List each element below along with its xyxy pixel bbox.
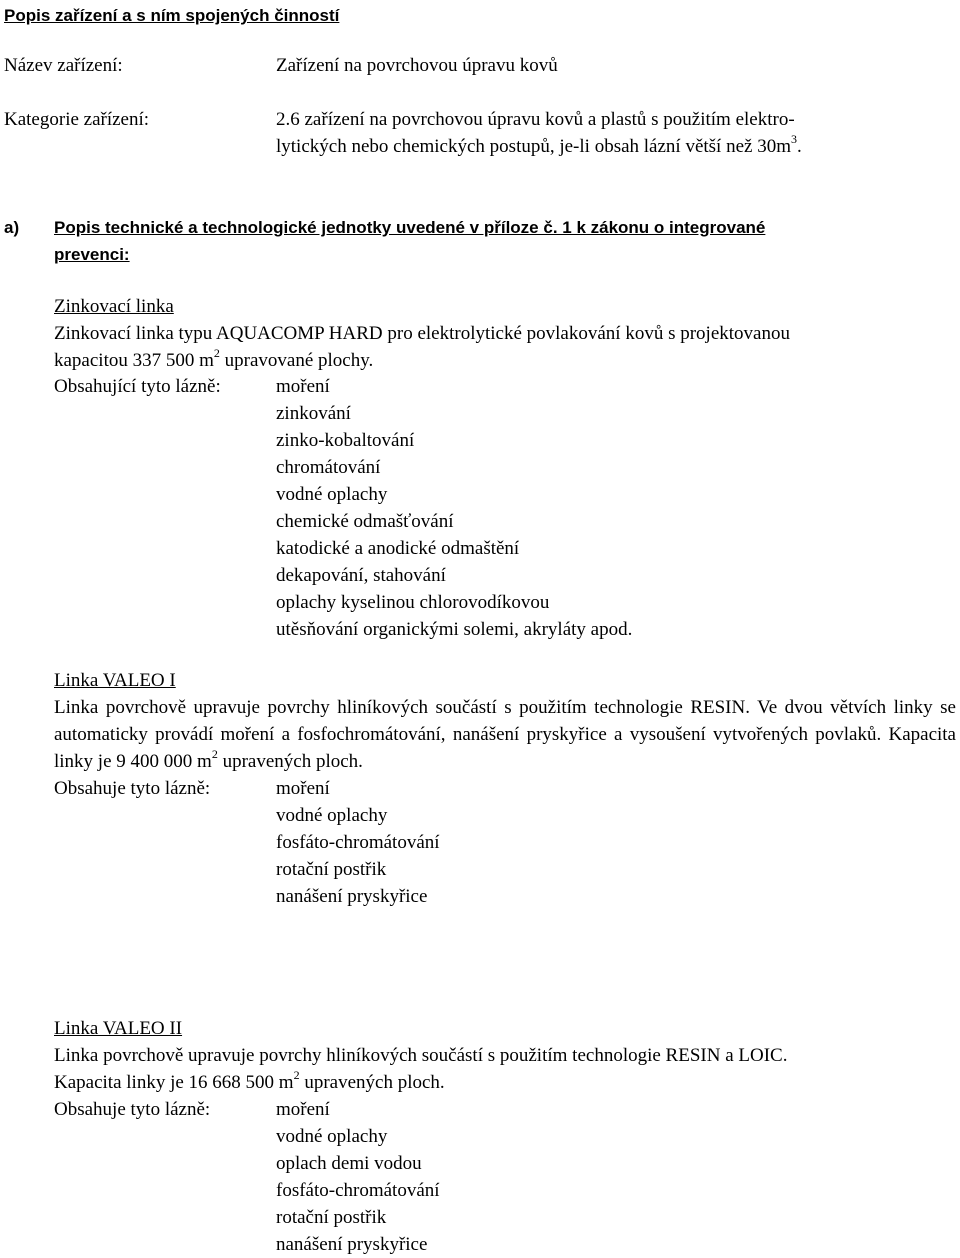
device-name-value: Zařízení na povrchovou úpravu kovů (276, 55, 558, 76)
bath-item: chemické odmašťování (276, 511, 454, 532)
bath-item: nanášení pryskyřice (276, 886, 428, 907)
valeo2-capacity-sup: 2 (293, 1067, 300, 1082)
zinc-line-capacity-end: upravované plochy. (219, 350, 374, 371)
valeo2-desc-line2 (54, 1069, 445, 1096)
bath-item: moření (276, 376, 330, 397)
zinc-line-capacity-text: kapacitou 337 500 m (54, 350, 214, 371)
section-a-title-line1: Popis technické a technologické jednotky uvedené v příloze č. 1 k zákonu o integrované (54, 218, 766, 237)
zinc-line-baths-label: Obsahující tyto lázně: (54, 376, 221, 397)
valeo2-title: Linka VALEO II (54, 1018, 183, 1039)
bath-item: zinkování (276, 403, 351, 424)
zinc-line-capacity-sup: 2 (213, 345, 220, 360)
bath-item: fosfáto-chromátování (276, 1180, 440, 1201)
valeo1-title: Linka VALEO I (54, 670, 176, 691)
device-name-label: Název zařízení: (4, 55, 123, 76)
valeo1-desc-text: Linka povrchově upravuje povrchy hliníkových součástí s použitím technologie RESIN. Ve dvou větvích linky se automaticky provádí moření a fosfochromátování, nanášení pryskyřice a vysoušení vytvořených povlaků. Kapacita linky je 9 400 000 m (54, 697, 956, 772)
bath-item: chromátování (276, 457, 381, 478)
valeo2-capacity-end: upravených ploch. (299, 1072, 445, 1093)
bath-item: fosfáto-chromátování (276, 832, 440, 853)
bath-item: vodné oplachy (276, 484, 388, 505)
device-category-line2-end: . (796, 136, 802, 157)
bath-item: rotační postřik (276, 1207, 387, 1228)
bath-item: moření (276, 778, 330, 799)
bath-item: moření (276, 1099, 330, 1120)
device-category-line2-sup: 3 (790, 131, 797, 146)
valeo1-baths-list (276, 775, 440, 910)
zinc-line-title: Zinkovací linka (54, 296, 174, 317)
device-category-line2-text: lytických nebo chemických postupů, je-li obsah lázní větší než 30m (276, 136, 791, 157)
zinc-line-baths-list (276, 373, 632, 643)
bath-item: katodické a anodické odmaštění (276, 538, 520, 559)
bath-item: nanášení pryskyřice (276, 1234, 428, 1255)
page-heading: Popis zařízení a s ním spojených činností (4, 6, 340, 25)
valeo2-baths-label: Obsahuje tyto lázně: (54, 1099, 211, 1120)
bath-item: oplach demi vodou (276, 1153, 422, 1174)
valeo1-desc (54, 694, 956, 775)
valeo2-desc-line1: Linka povrchově upravuje povrchy hliníkových součástí s použitím technologie RESIN a LOIC. (54, 1045, 788, 1066)
bath-item: vodné oplachy (276, 1126, 388, 1147)
bath-item: utěsňování organickými solemi, akryláty apod. (276, 619, 633, 640)
section-a-title-line2: prevenci: (54, 245, 130, 264)
valeo1-desc-end: upravených ploch. (217, 751, 363, 772)
bath-item: vodné oplachy (276, 805, 388, 826)
bath-item: zinko-kobaltování (276, 430, 415, 451)
valeo1-baths-label: Obsahuje tyto lázně: (54, 778, 211, 799)
section-a-marker: a) (4, 218, 20, 237)
valeo1-desc-sup: 2 (211, 746, 218, 761)
device-category-line1: 2.6 zařízení na povrchovou úpravu kovů a plastů s použitím elektro- (276, 109, 795, 130)
bath-item: rotační postřik (276, 859, 387, 880)
zinc-line-desc-line1: Zinkovací linka typu AQUACOMP HARD pro elektrolytické povlakování kovů s projektovanou (54, 323, 790, 344)
zinc-line-desc-line2 (54, 347, 373, 374)
device-category-line2 (276, 133, 802, 160)
valeo2-capacity-text: Kapacita linky je 16 668 500 m (54, 1072, 294, 1093)
valeo2-baths-list (276, 1096, 440, 1258)
device-category-label: Kategorie zařízení: (4, 109, 150, 130)
bath-item: oplachy kyselinou chlorovodíkovou (276, 592, 550, 613)
bath-item: dekapování, stahování (276, 565, 446, 586)
